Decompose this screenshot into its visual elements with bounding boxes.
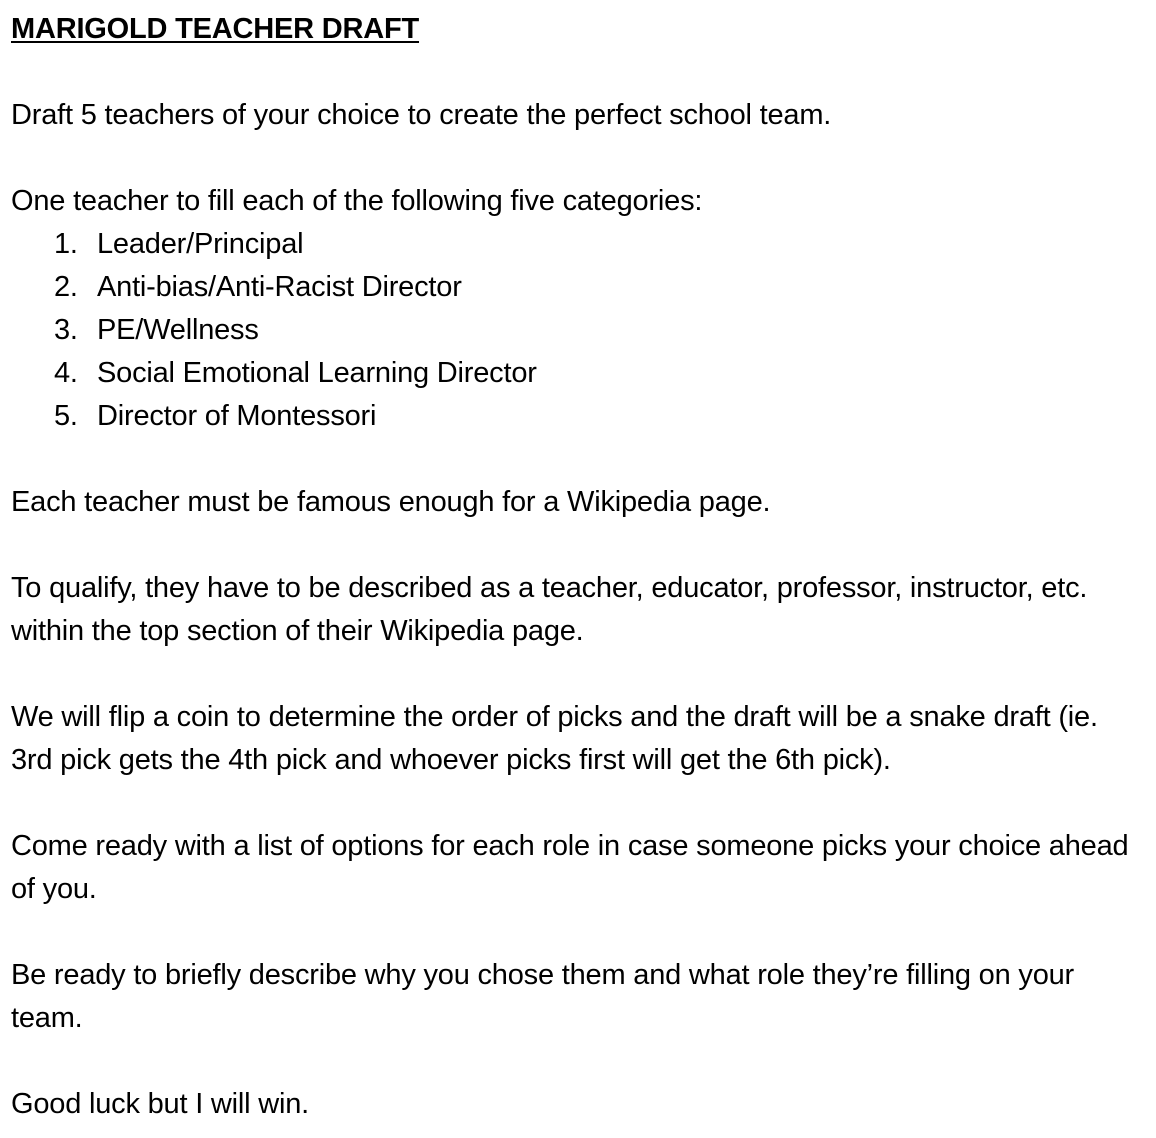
categories-intro: One teacher to fill each of the following five categories:: [11, 185, 703, 217]
spacer: [11, 438, 1145, 481]
rule-coin-flip: We will flip a coin to determine the order of picks and the draft will be a snake draft (ie. 3rd pick gets the 4th pick and whoever picks first will get the 6th pick).: [11, 701, 1098, 776]
list-number: 2.: [54, 271, 78, 303]
spacer: [11, 524, 1145, 567]
category-label: Social Emotional Learning Director: [97, 357, 537, 389]
category-label: PE/Wellness: [97, 314, 259, 346]
list-item: [11, 266, 1145, 309]
rule-options: Come ready with a list of options for each role in case someone picks your choice ahead of you.: [11, 830, 1129, 905]
spacer: [11, 137, 1145, 180]
spacer: [11, 653, 1145, 696]
list-item: [11, 223, 1145, 266]
spacer: [11, 1040, 1145, 1083]
rule-qualify: To qualify, they have to be described as a teacher, educator, professor, instructor, etc. within the top section of their Wikipedia page.: [11, 572, 1088, 647]
list-item: [11, 309, 1145, 352]
spacer: [11, 911, 1145, 954]
categories-list: [11, 223, 1145, 438]
list-number: 5.: [54, 400, 78, 432]
closing-line: Good luck but I will win.: [11, 1088, 310, 1120]
spacer: [11, 782, 1145, 825]
list-number: 3.: [54, 314, 78, 346]
rule-describe: Be ready to briefly describe why you chose them and what role they’re filling on your team.: [11, 959, 1075, 1034]
category-label: Anti-bias/Anti-Racist Director: [97, 271, 462, 303]
category-label: Director of Montessori: [97, 400, 377, 432]
rule-wikipedia: Each teacher must be famous enough for a Wikipedia page.: [11, 486, 771, 518]
category-label: Leader/Principal: [97, 228, 304, 260]
document-title: MARIGOLD TEACHER DRAFT: [11, 13, 420, 45]
intro-paragraph: Draft 5 teachers of your choice to create the perfect school team.: [11, 99, 832, 131]
list-number: 1.: [54, 228, 78, 260]
list-item: [11, 395, 1145, 438]
list-item: [11, 352, 1145, 395]
list-number: 4.: [54, 357, 78, 389]
spacer: [11, 51, 1145, 94]
